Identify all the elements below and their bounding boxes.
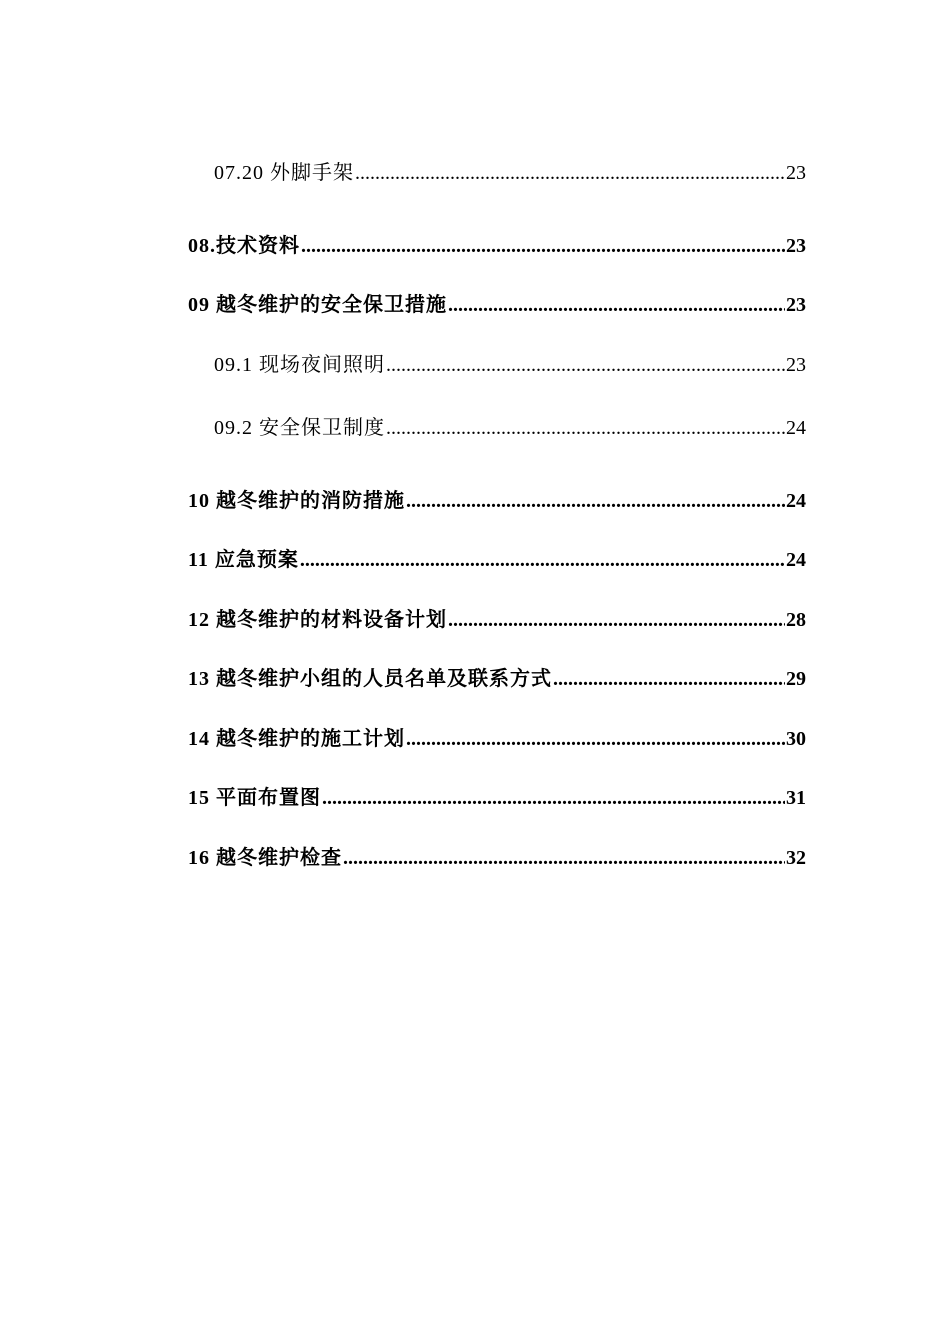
toc-entry-label: 13 越冬维护小组的人员名单及联系方式 bbox=[188, 668, 552, 690]
toc-entry-label: 16 越冬维护检查 bbox=[188, 847, 342, 869]
toc-entry[interactable] bbox=[188, 233, 806, 259]
toc-dot-leader bbox=[301, 233, 785, 259]
toc-dot-leader bbox=[406, 726, 785, 752]
toc-entry-page: 32 bbox=[786, 847, 806, 869]
toc-entry[interactable] bbox=[188, 607, 806, 633]
toc-entry[interactable] bbox=[214, 352, 806, 378]
toc-entry-page: 30 bbox=[786, 728, 806, 750]
toc-entry-label: 09.2 安全保卫制度 bbox=[214, 417, 385, 439]
toc-entry-label: 12 越冬维护的材料设备计划 bbox=[188, 609, 447, 631]
toc-entry[interactable] bbox=[188, 726, 806, 752]
toc-dot-leader bbox=[448, 607, 785, 633]
toc-entry-page: 29 bbox=[786, 668, 806, 690]
toc-dot-leader bbox=[355, 160, 785, 186]
toc-entry-page: 23 bbox=[786, 294, 806, 316]
toc-entry[interactable] bbox=[188, 845, 806, 871]
toc-entry-page: 24 bbox=[786, 549, 806, 571]
toc-entry[interactable] bbox=[188, 488, 806, 514]
toc-entry-page: 23 bbox=[786, 354, 806, 376]
toc-entry-page: 24 bbox=[786, 490, 806, 512]
toc-entry-label: 10 越冬维护的消防措施 bbox=[188, 490, 405, 512]
toc-dot-leader bbox=[406, 488, 785, 514]
toc-dot-leader bbox=[553, 666, 785, 692]
toc-entry[interactable] bbox=[188, 666, 806, 692]
toc-dot-leader bbox=[448, 292, 785, 318]
toc-dot-leader bbox=[386, 352, 785, 378]
toc-entry-page: 24 bbox=[786, 417, 806, 439]
toc-entry-page: 28 bbox=[786, 609, 806, 631]
toc-dot-leader bbox=[343, 845, 785, 871]
toc-entry-label: 14 越冬维护的施工计划 bbox=[188, 728, 405, 750]
toc-entry-label: 07.20 外脚手架 bbox=[214, 162, 354, 184]
toc-dot-leader bbox=[386, 415, 785, 441]
toc-entry[interactable] bbox=[188, 292, 806, 318]
toc-entry-label: 15 平面布置图 bbox=[188, 787, 321, 809]
toc-entry-label: 09.1 现场夜间照明 bbox=[214, 354, 385, 376]
toc-entry-page: 23 bbox=[786, 235, 806, 257]
toc-entry-page: 31 bbox=[786, 787, 806, 809]
toc-entry[interactable] bbox=[214, 160, 806, 186]
toc-dot-leader bbox=[300, 547, 785, 573]
toc-entry[interactable] bbox=[188, 547, 806, 573]
toc-dot-leader bbox=[322, 785, 785, 811]
toc-entry-label: 11 应急预案 bbox=[188, 549, 299, 571]
toc-entry-label: 09 越冬维护的安全保卫措施 bbox=[188, 294, 447, 316]
toc-entry-label: 08.技术资料 bbox=[188, 235, 300, 257]
toc-entry[interactable] bbox=[188, 785, 806, 811]
toc-entry[interactable] bbox=[214, 415, 806, 441]
toc-entry-page: 23 bbox=[786, 162, 806, 184]
